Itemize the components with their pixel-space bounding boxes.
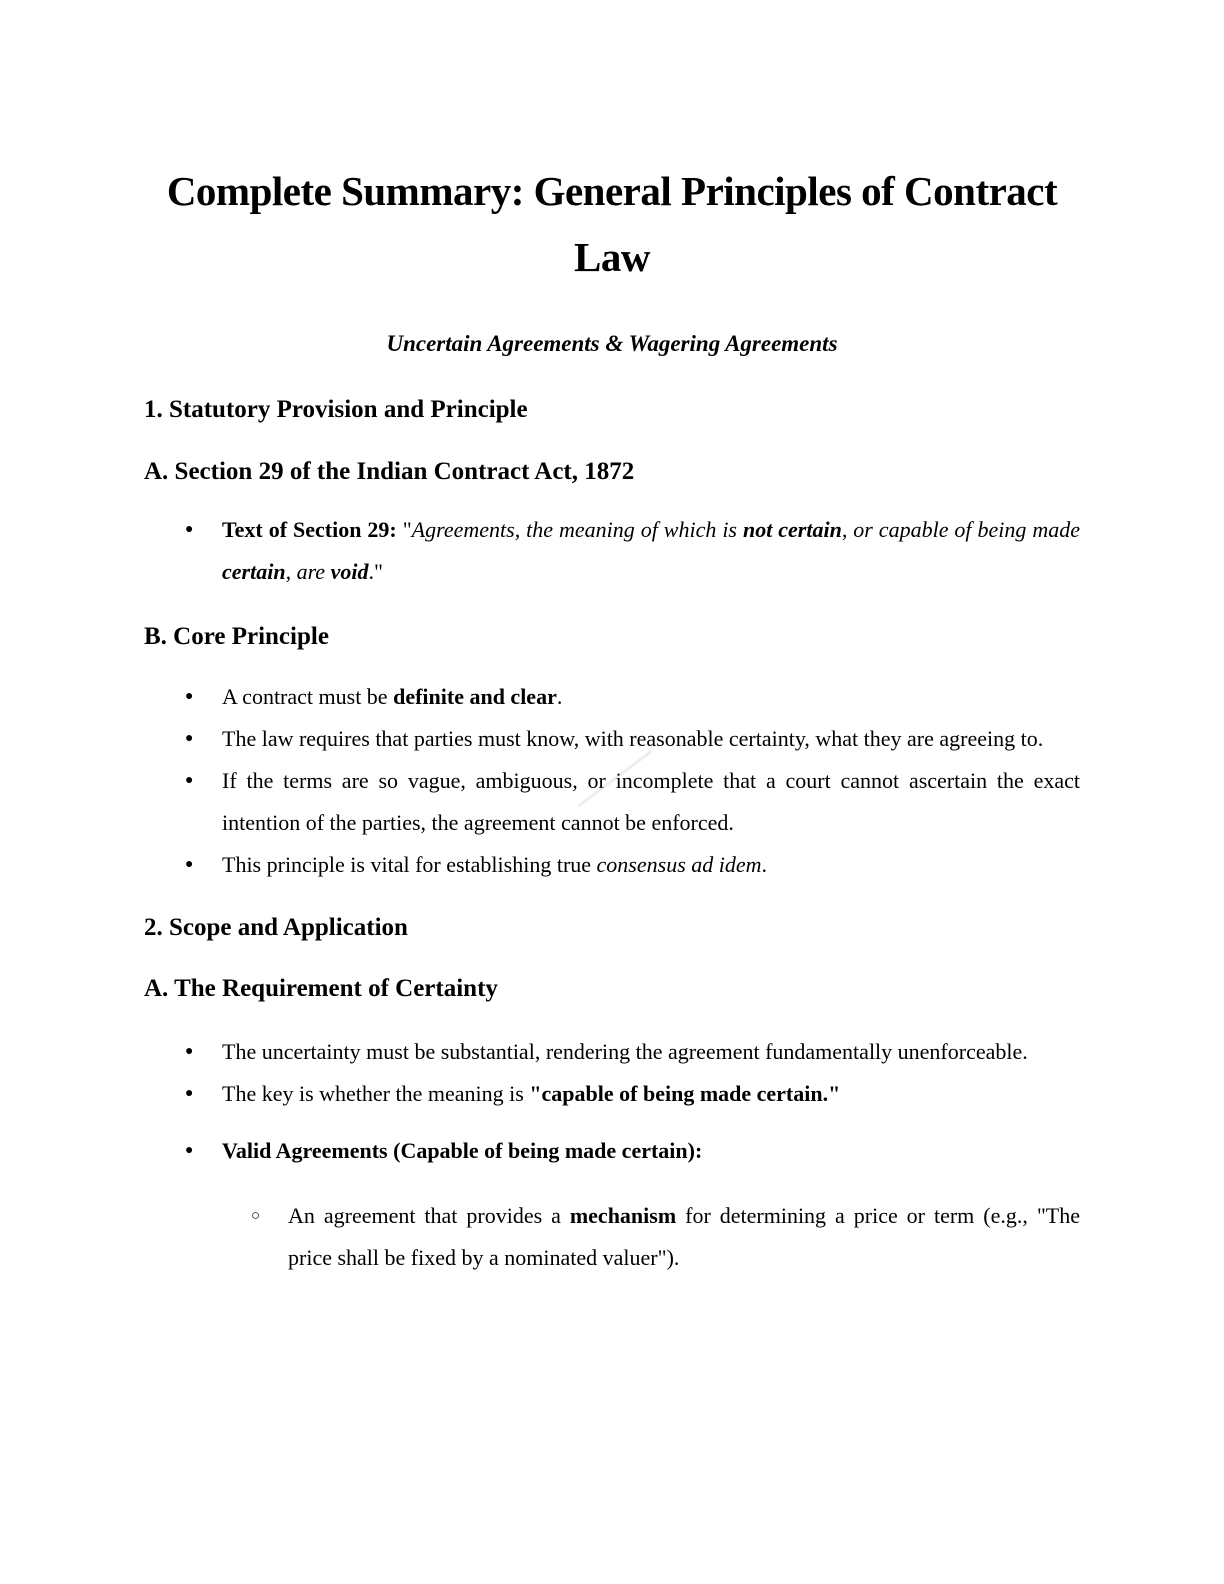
document-header: [0, 158, 1224, 358]
disc-bullet-icon: ●: [185, 773, 194, 788]
disc-bullet-icon: ●: [185, 731, 194, 746]
section-1b-heading: B. Core Principle: [144, 623, 329, 650]
document-body: [0, 394, 1224, 1279]
list-item-text: If the terms are so vague, ambiguous, or incomplete that a court cannot ascertain the exact intention of the parties, the agreement cannot be enforced.: [222, 768, 1080, 835]
page-subtitle: Uncertain Agreements & Wagering Agreements: [386, 331, 838, 356]
disc-bullet-icon: ●: [185, 1044, 194, 1059]
disc-bullet-icon: ●: [185, 689, 194, 704]
circle-bullet-icon: ○: [251, 1208, 261, 1224]
list-item: [185, 760, 1080, 844]
page-title: [0, 158, 1224, 290]
list-item: [185, 1073, 1080, 1115]
list-item: [251, 1195, 1080, 1279]
list-item: [185, 1130, 1080, 1172]
disc-bullet-icon: ●: [185, 1143, 194, 1158]
list-item-text: The uncertainty must be substantial, rendering the agreement fundamentally unenforceable.: [222, 1039, 1028, 1064]
list-item-text: The key is whether the meaning is "capable of being made certain.": [222, 1081, 841, 1106]
list-item-text: An agreement that provides a mechanism for determining a price or term (e.g., "The price shall be fixed by a nominated valuer").: [288, 1203, 1080, 1270]
valid-agreements-sublist: [144, 1195, 1080, 1279]
disc-bullet-icon: ●: [185, 857, 194, 872]
valid-agreements-list: [144, 1130, 1080, 1172]
list-item: [185, 718, 1080, 760]
section-1a-heading: A. Section 29 of the Indian Contract Act, 1872: [144, 458, 635, 485]
list-item-text: A contract must be definite and clear.: [222, 684, 563, 709]
section-1-heading: 1. Statutory Provision and Principle: [144, 396, 528, 423]
list-item-text: The law requires that parties must know, with reasonable certainty, what they are agreeing to.: [222, 726, 1044, 751]
page-title-line-2: Law: [574, 234, 650, 280]
list-item: [185, 509, 1080, 593]
disc-bullet-icon: ●: [185, 1086, 194, 1101]
list-item: [185, 1031, 1080, 1073]
list-item-text: Text of Section 29: "Agreements, the meaning of which is not certain, or capable of being made certain, are void.": [222, 517, 1080, 584]
section-2-heading: 2. Scope and Application: [144, 914, 408, 941]
list-item-text: This principle is vital for establishing true consensus ad idem.: [222, 852, 768, 877]
core-principle-list: [144, 676, 1080, 886]
section-2a-heading: A. The Requirement of Certainty: [144, 975, 498, 1002]
list-item: [185, 844, 1080, 886]
page-title-line-1: Complete Summary: General Principles of Contract: [166, 168, 1058, 214]
list-item: [185, 676, 1080, 718]
list-item-text: Valid Agreements (Capable of being made certain):: [222, 1138, 703, 1163]
certainty-list: [144, 1031, 1080, 1115]
disc-bullet-icon: ●: [185, 522, 194, 537]
section-29-list: [144, 509, 1080, 593]
